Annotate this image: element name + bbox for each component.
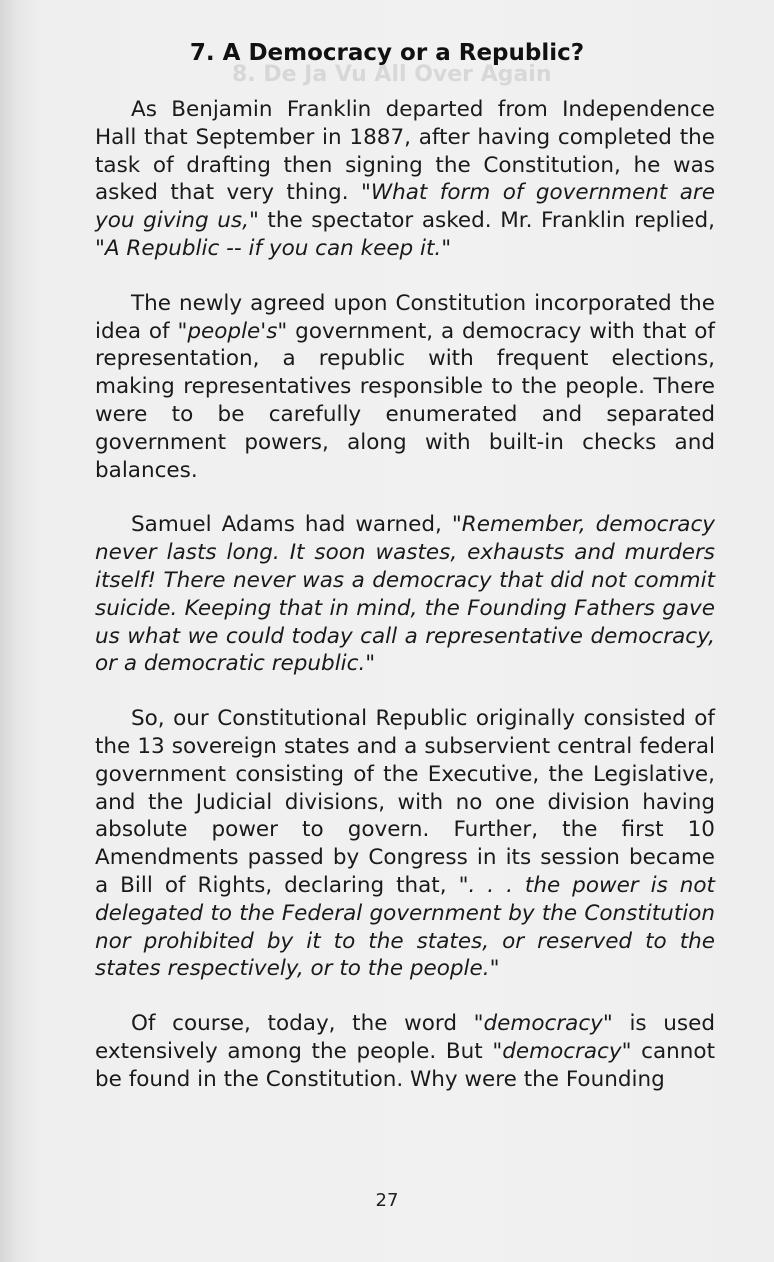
paragraph-democracy-word: Of course, today, the word "democracy" is used extensively among the people. But "democracy" cannot be found in the Constitution. Why were the Founding — [95, 1011, 715, 1092]
paragraph-republic: So, our Constitutional Republic originally consisted of the 13 sovereign states and a subservient central federal government consisting of the Executive, the Legislative, and the Judicial divisions, with no one division having absolute power to govern. Further, the first 10 Amendments passed by Congress in its session became a Bill of Rights, declaring that, ". . . the power is not delegated to the Federal government by the Constitution nor prohibited by it to the states, or reserved to the states respectively, or to the people." — [95, 706, 715, 982]
paragraph-franklin: As Benjamin Franklin departed from Independence Hall that September in 1887, after having completed the task of drafting then signing the Constitution, he was asked that very thing. "What form of government are you giving us," the spectator asked. Mr. Franklin replied, "A Republic -- if you can keep it." — [95, 97, 716, 261]
bleed-through-text: 8. De Ja Vu All Over Again — [232, 62, 552, 87]
body-text — [95, 96, 715, 1094]
chapter-title: 7. A Democracy or a Republic? — [189, 40, 585, 66]
page-number: 27 — [375, 1190, 399, 1211]
paragraph-constitution: The newly agreed upon Constitution incorporated the idea of "people's" government, a democracy with that of representation, a republic with frequent elections, making representatives responsible to the people. There were to be carefully enumerated and separated government powers, along with built-in checks and balances. — [95, 290, 715, 483]
paragraph-adams: Samuel Adams had warned, "Remember, democracy never lasts long. It soon wastes, exhausts and murders itself! There never was a democracy that did not commit suicide. Keeping that in mind, the Founding Fathers gave us what we could today call a representative democracy, or a democratic republic." — [95, 512, 716, 677]
